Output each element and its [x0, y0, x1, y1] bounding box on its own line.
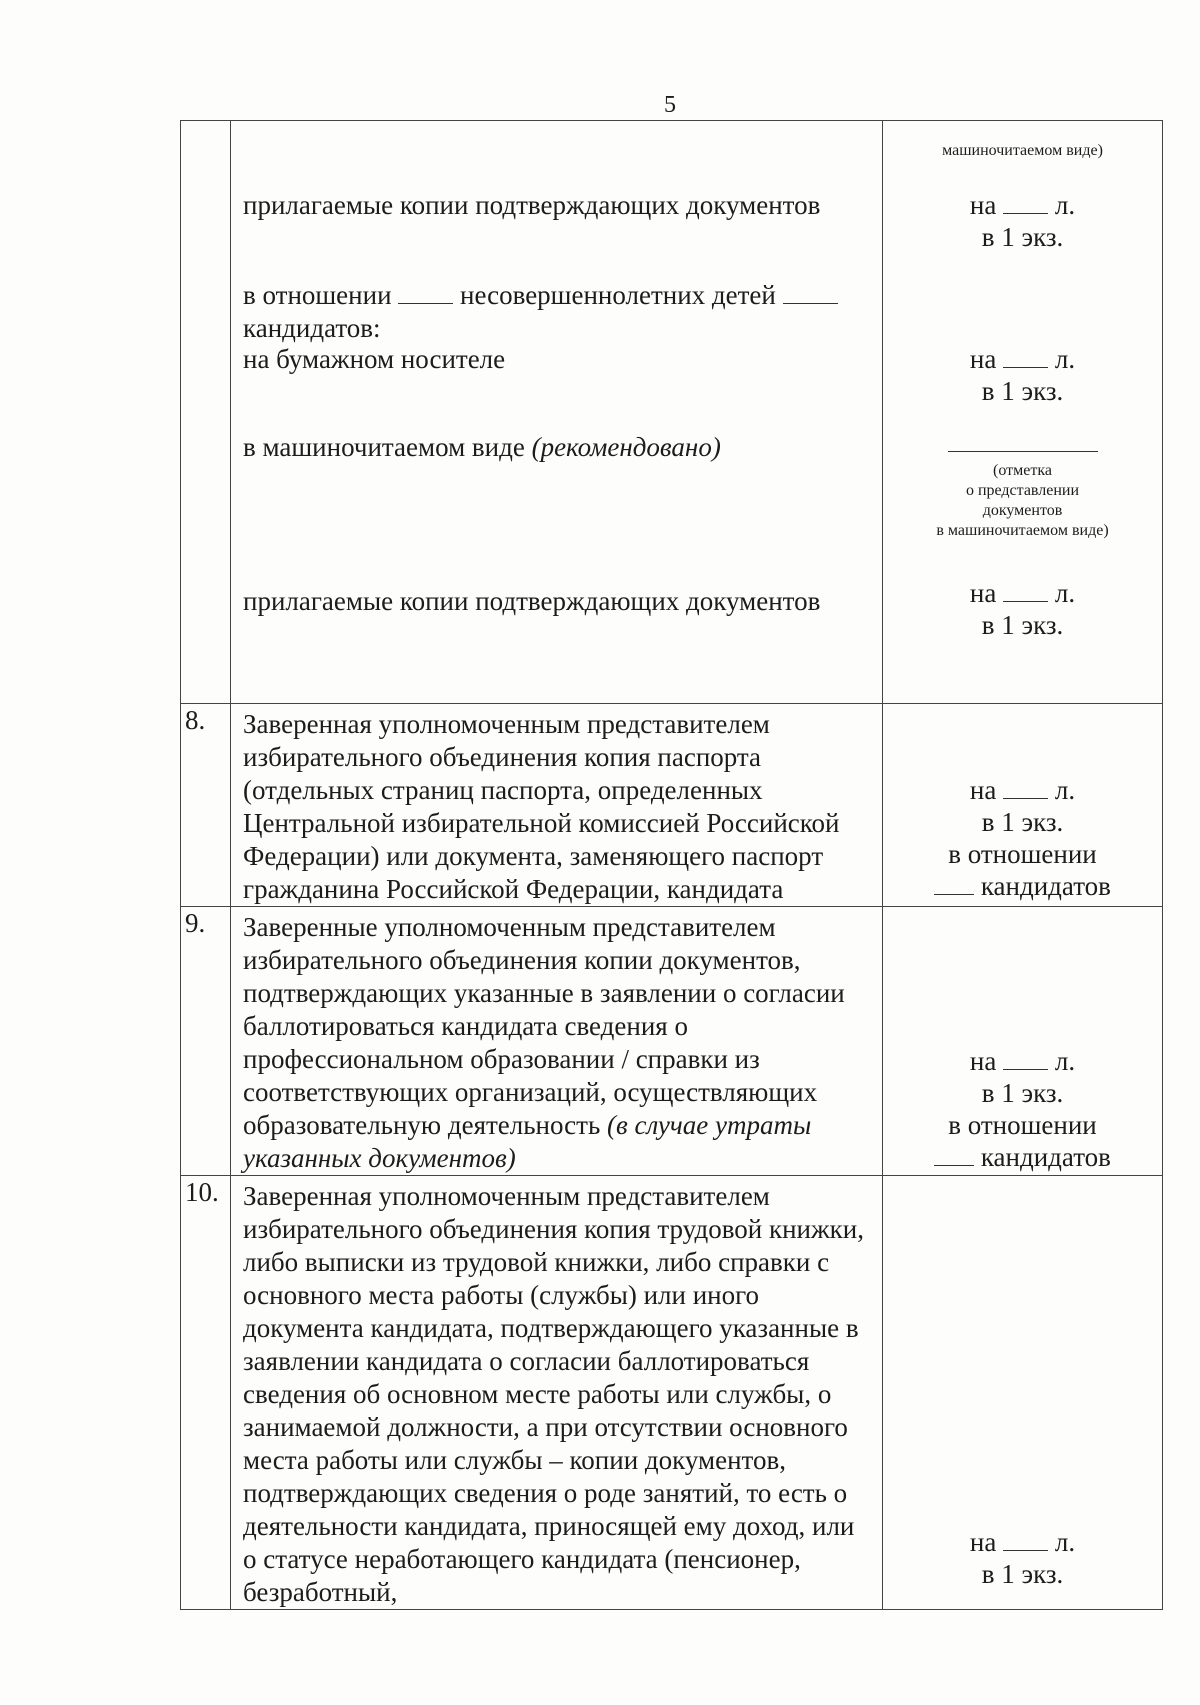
row-count: в 1 экз. [981, 1078, 1064, 1108]
row-text: Заверенная уполномоченным представителем избирательного объединения копия паспорта (отдельных страниц паспорта, определенных Центральной избирательной комиссией Российской Федерации) или документа, заменяющего паспорт гражданина Российской Федерации, кандидата [243, 709, 840, 904]
table-row [181, 907, 1163, 1176]
copies-pages: на л. [969, 190, 1076, 220]
row-candidates: кандидатов [883, 870, 1162, 903]
paper-label: на бумажном носителе [243, 344, 506, 374]
table-row [181, 704, 1163, 907]
row-pages: на л. [969, 1046, 1076, 1076]
copies2-label: прилагаемые копии подтверждающих документов [243, 586, 821, 616]
row-count: в 1 экз. [981, 1559, 1064, 1589]
row-text-cell [231, 907, 883, 1176]
paper-count: в 1 экз. [981, 376, 1064, 406]
row-text: Заверенные уполномоченным представителем избирательного объединения копии документов, подтверждающих указанные в заявлении о согласии баллотироваться кандидата сведения о профессиональном образовании / справки из соответствующих организаций, осуществляющих образовательную деятельность (в случае утраты указанных документов) [243, 912, 845, 1173]
mark-note: (отметка о представлении документов в машиночитаемом виде) [936, 462, 1109, 539]
row-text: Заверенная уполномоченным представителем избирательного объединения копия трудовой книжки, либо выписки из трудовой книжки, либо справки с основного места работы (службы) или иного документа кандидата, подтверждающего указанные в заявлении кандидата о согласии баллотироваться сведения об основном месте работы или службы, о занимаемой должности, а при отсутствии основного места работы или службы – копии документов, подтверждающих сведения о роде занятий, то есть о деятельности кандидата, приносящей ему доход, или о статусе неработающего кандидата (пенсионер, безработный, [243, 1181, 864, 1607]
page-number: 5 [664, 92, 676, 118]
row-count: в 1 экз. [981, 807, 1064, 837]
row-attachment-cell [883, 704, 1163, 907]
paper-pages: на л. [969, 344, 1076, 374]
row-attachment-cell [883, 907, 1163, 1176]
row-text-cell [231, 121, 883, 704]
table-row [181, 1176, 1163, 1610]
documents-table [180, 120, 1163, 1610]
top-note: машиночитаемом виде) [942, 142, 1103, 159]
copies-label: прилагаемые копии подтверждающих документов [243, 190, 821, 220]
row-pages: на л. [969, 1527, 1076, 1557]
row-attachment-cell [883, 121, 1163, 704]
table-row-continuation [181, 121, 1163, 704]
row-number-cell [181, 121, 231, 704]
row-number: 8. [181, 704, 231, 907]
row-regard: в отношении [948, 1110, 1097, 1140]
row-attachment-cell [883, 1176, 1163, 1610]
row-number: 9. [181, 907, 231, 1176]
row-number: 10. [181, 1176, 231, 1610]
signature-line [883, 431, 1162, 452]
row-candidates: кандидатов [883, 1141, 1162, 1174]
row-text-cell [231, 1176, 883, 1610]
copies2-pages: на л. [969, 578, 1076, 608]
copies2-count: в 1 экз. [981, 610, 1064, 640]
row-text-cell [231, 704, 883, 907]
row-regard: в отношении [948, 839, 1097, 869]
copies-count: в 1 экз. [981, 222, 1064, 252]
minors-label: в отношении несовершеннолетних детей кандидатов: [231, 279, 882, 345]
row-pages: на л. [969, 775, 1076, 805]
machine-label: в машиночитаемом виде (рекомендовано) [243, 432, 721, 462]
